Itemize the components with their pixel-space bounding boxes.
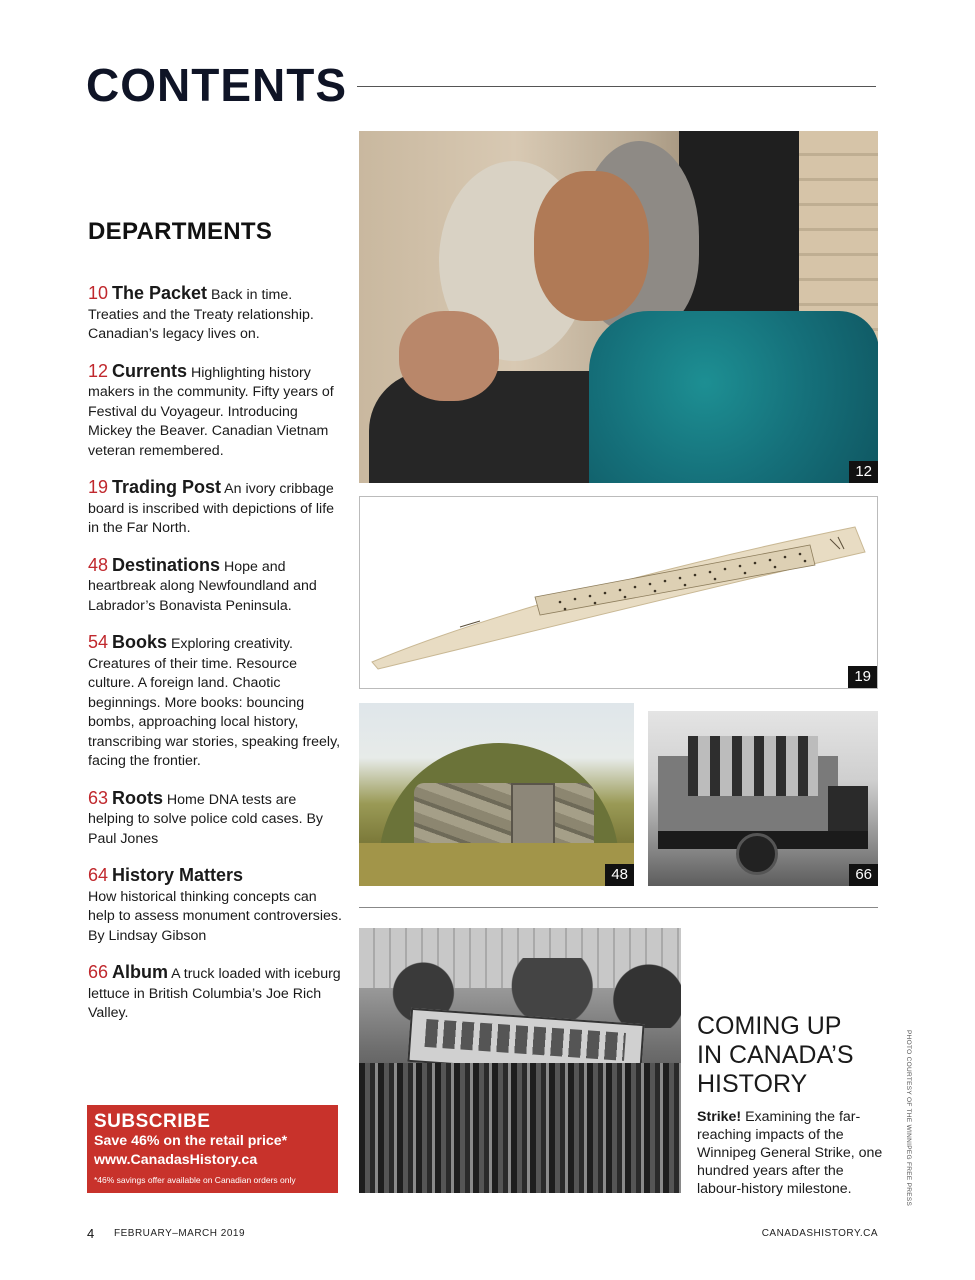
coming-up-heading-line: HISTORY [697, 1070, 808, 1098]
toc-entry-album[interactable] [88, 963, 344, 1024]
coming-up-heading [697, 1012, 887, 1099]
coming-up-text: Examining the far-reaching impacts of the Winnipeg General Strike, one hundred years after the labour-history milestone. [697, 1109, 883, 1197]
toc-section-name: Roots [111, 787, 163, 808]
tusk-illustration [360, 497, 878, 689]
footer-page-number: 4 [87, 1226, 95, 1241]
subscribe-fineprint: *46% savings offer available on Canadian orders only [94, 1175, 296, 1185]
page-badge: 66 [849, 864, 878, 886]
toc-page-number: 54 [88, 632, 109, 652]
footer-issue-date: FEBRUARY–MARCH 2019 [114, 1228, 246, 1239]
photo-sari [589, 311, 878, 483]
page-badge: 12 [849, 461, 878, 483]
coming-up-heading-line: IN CANADA’S [697, 1041, 854, 1069]
toc-entry-the-packet[interactable] [88, 284, 344, 345]
photo-men [688, 736, 818, 796]
photo-crowd [359, 1063, 681, 1193]
toc-section-name: Album [111, 962, 168, 982]
subscribe-offer: Save 46% on the retail price* [94, 1133, 288, 1149]
photo-root-cellar[interactable] [359, 703, 634, 886]
photo-hand [399, 311, 499, 401]
footer-website[interactable]: CANADASHISTORY.CA [761, 1228, 878, 1239]
toc-section-name: The Packet [111, 283, 208, 303]
toc-description: Back in time. Treaties and the Treaty relationship. Canadian’s legacy lives on. [88, 287, 314, 342]
photo-credit: PHOTO COURTESY OF THE WINNIPEG FREE PRESS [905, 1030, 912, 1207]
photo-truck-wheel [736, 833, 778, 875]
toc-page-number: 19 [88, 477, 109, 497]
toc-page-number: 63 [88, 787, 109, 808]
title-rule [357, 86, 876, 87]
toc-section-name: Currents [111, 360, 187, 381]
coming-up-lead: Strike! [697, 1109, 742, 1125]
toc-section-name: Destinations [111, 554, 221, 575]
section-divider [359, 907, 878, 908]
toc-description: An ivory cribbage board is inscribed with depictions of life in the Far North. [88, 481, 335, 536]
toc-section-name: Books [111, 632, 167, 652]
coming-up-heading-line: COMING UP [697, 1012, 842, 1040]
subscribe-title: SUBSCRIBE [94, 1111, 211, 1132]
departments-heading: DEPARTMENTS [88, 218, 273, 245]
photo-person-face [534, 171, 649, 321]
toc-section-name: History Matters [111, 865, 244, 885]
coming-up-body [697, 1108, 883, 1198]
toc-entry-currents[interactable] [88, 362, 344, 462]
toc-entry-history-matters[interactable] [88, 866, 344, 946]
toc-page-number: 10 [88, 283, 109, 303]
toc-description: How historical thinking concepts can help to assess monument controversies. By Lindsay Gibson [88, 888, 342, 944]
photo-grass [359, 843, 634, 886]
toc-description: A truck loaded with iceburg lettuce in British Columbia’s Joe Rich Valley. [88, 966, 341, 1021]
toc-section-name: Trading Post [111, 477, 221, 497]
photo-hug[interactable] [359, 131, 878, 483]
toc-page-number: 66 [88, 962, 109, 982]
toc-description: Home DNA tests are helping to solve police cold cases. By Paul Jones [88, 791, 324, 847]
toc-description: Exploring creativity. Creatures of their time. Resource culture. A foreign land. Chaotic beginnings. More books: bouncing bombs, approaching local history, transcribing war stories, speaking freely, facing the frontier. [88, 636, 341, 769]
photo-cribbage-board[interactable] [359, 496, 878, 689]
subscribe-box[interactable] [87, 1105, 338, 1193]
departments-list [88, 284, 344, 1041]
photo-winnipeg-strike[interactable] [359, 928, 681, 1193]
subscribe-link[interactable]: www.CanadasHistory.ca [94, 1152, 258, 1168]
page-badge: 48 [605, 864, 634, 886]
toc-description: Hope and heartbreak along Newfoundland and Labrador’s Bonavista Peninsula. [88, 558, 317, 614]
toc-entry-books[interactable] [88, 633, 344, 772]
toc-page-number: 48 [88, 554, 109, 575]
page-badge: 19 [848, 666, 877, 688]
toc-description: Highlighting history makers in the community. Fifty years of Festival du Voyageur. Introducing Mickey the Beaver. Canadian Vietnam veteran remembered. [88, 364, 334, 459]
page-title: CONTENTS [86, 59, 347, 111]
toc-page-number: 12 [88, 360, 109, 381]
toc-page-number: 64 [88, 865, 109, 885]
toc-entry-roots[interactable] [88, 789, 344, 850]
toc-entry-trading-post[interactable] [88, 478, 344, 539]
photo-lettuce-truck[interactable] [648, 711, 878, 886]
toc-entry-destinations[interactable] [88, 556, 344, 617]
